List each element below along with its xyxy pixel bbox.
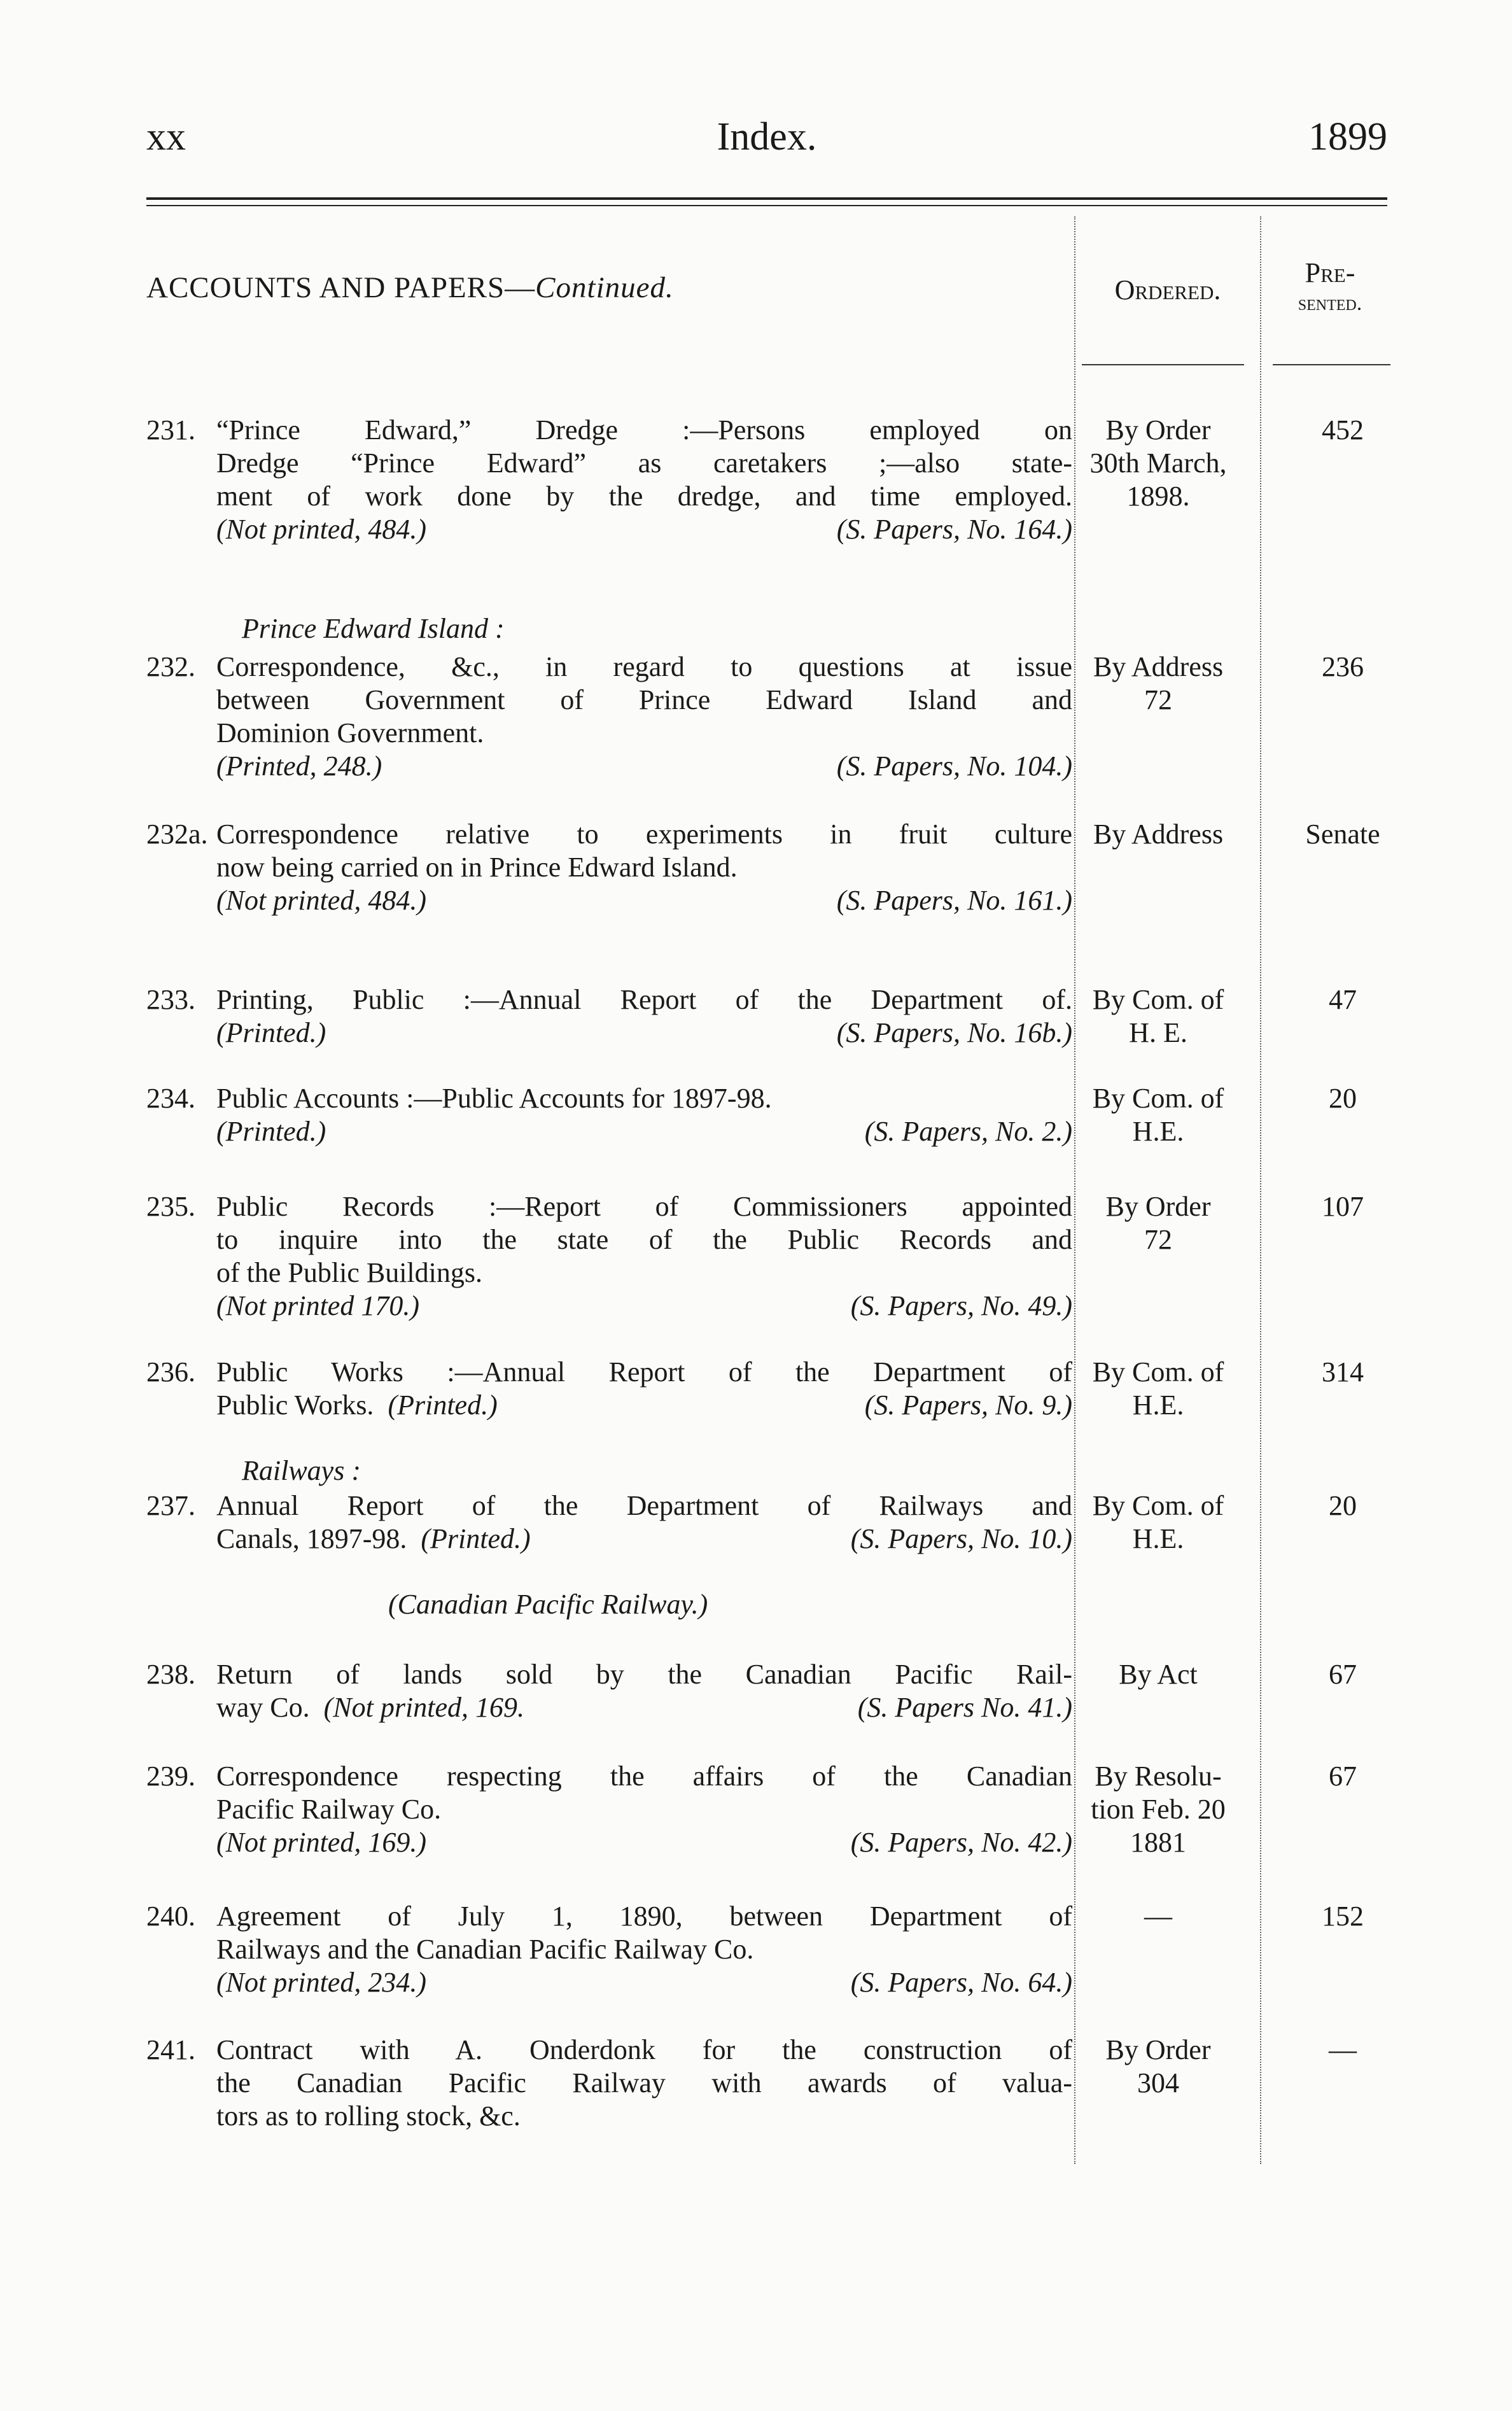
- entry-ordered: [1082, 1489, 1235, 1556]
- entry-ordered-line: By Act: [1119, 1659, 1198, 1690]
- header-rule-bottom: [146, 205, 1387, 206]
- heading-railways: Railways :: [242, 1455, 361, 1486]
- entry-line: “Prince Edward,” Dredge :—Persons employed on: [216, 414, 1072, 446]
- column-divider-ordered: [1074, 216, 1075, 2164]
- entry-ordered: [1082, 1760, 1235, 1859]
- entry-sessional-paper: (S. Papers, No. 104.): [836, 750, 1072, 782]
- section-title-main: ACCOUNTS AND PAPERS—: [146, 271, 536, 304]
- entry-tail: [216, 1691, 524, 1724]
- entry-presented: 47: [1329, 984, 1357, 1015]
- entry-line: tors as to rolling stock, &c.: [216, 2100, 521, 2132]
- entry-line: now being carried on in Prince Edward Island.: [216, 852, 738, 883]
- entry-ordered: [1082, 1658, 1235, 1691]
- entry-presented: 107: [1322, 1191, 1364, 1222]
- heading-canadian-pacific-railway: (Canadian Pacific Railway.): [388, 1589, 708, 1620]
- entry-ordered-line: 72: [1144, 684, 1172, 715]
- entry-line: Contract with A. Onderdonk for the construction of: [216, 2034, 1072, 2065]
- entry-ordered-line: By Com. of: [1092, 1490, 1224, 1521]
- entry-description: [146, 1760, 1072, 1859]
- entry-sessional-paper: (S. Papers, No. 9.): [864, 1389, 1072, 1421]
- entry-line: Dominion Government.: [216, 717, 484, 749]
- entry-presented: 20: [1329, 1490, 1357, 1521]
- entry-ordered: [1082, 1082, 1235, 1148]
- entry-line: Railways and the Canadian Pacific Railway Co.: [216, 1934, 754, 1965]
- column-header-presented-line2: sented.: [1298, 292, 1362, 315]
- entry-printed: (Not printed 170.): [216, 1290, 419, 1321]
- entry-printed: (Not printed, 169.): [216, 1827, 426, 1858]
- entry-description: [146, 818, 1072, 917]
- entry-description: [146, 1489, 1072, 1556]
- entry-printed: (Printed.): [216, 1017, 326, 1048]
- entry-printed: (Not printed, 484.): [216, 885, 426, 916]
- entry-line: Public Records :—Report of Commissioners appointed: [216, 1191, 1072, 1222]
- entry-line: to inquire into the state of the Public Records and: [216, 1224, 1072, 1255]
- entry-sessional-paper: (S. Papers, No. 2.): [864, 1116, 1072, 1147]
- entry-presented: 452: [1322, 414, 1364, 446]
- entry-printed: (Printed.): [388, 1389, 498, 1421]
- entry-ordered-line: H. E.: [1129, 1017, 1187, 1048]
- entry-ordered-line: By Com. of: [1092, 1083, 1224, 1114]
- entry-ordered-line: —: [1144, 1901, 1172, 1932]
- entry-tail: [216, 1522, 531, 1556]
- column-header-rule-ordered: [1082, 364, 1244, 365]
- section-title: [146, 271, 674, 305]
- entry-tail-text: way Co.: [216, 1692, 310, 1723]
- entry-ordered-line: 304: [1137, 2067, 1179, 2098]
- entry-description: [146, 983, 1072, 1050]
- entry-line: Correspondence relative to experiments in fruit culture: [216, 819, 1072, 850]
- entry-description: [146, 650, 1072, 783]
- entry-line: Return of lands sold by the Canadian Pacific Rail-: [216, 1659, 1072, 1690]
- entry-line: Annual Report of the Department of Railways and: [216, 1490, 1072, 1521]
- entry-ordered-line: By Order: [1105, 2034, 1211, 2065]
- entry-number: 231.: [146, 414, 195, 446]
- header-rule-top: [146, 197, 1387, 200]
- entry-description: [146, 1356, 1072, 1422]
- entry-ordered-line: H.E.: [1132, 1389, 1184, 1421]
- entry-number: 241.: [146, 2034, 195, 2065]
- entry-number: 238.: [146, 1659, 195, 1690]
- entry-ordered-line: By Order: [1105, 414, 1211, 446]
- entry-number: 232.: [146, 651, 195, 682]
- entry-line: between Government of Prince Edward Island and: [216, 684, 1072, 715]
- entry-description: [146, 1658, 1072, 1724]
- page-year: 1899: [1308, 115, 1387, 158]
- entry-ordered: [1082, 1190, 1235, 1256]
- entry-ordered: [1082, 414, 1235, 513]
- entry-ordered-line: 1881: [1130, 1827, 1186, 1858]
- entry-line: of the Public Buildings.: [216, 1257, 482, 1288]
- entry-ordered-line: tion Feb. 20: [1091, 1794, 1226, 1825]
- entry-ordered: [1082, 818, 1235, 851]
- entry-line: Agreement of July 1, 1890, between Department of: [216, 1901, 1072, 1932]
- entry-line: Correspondence, &c., in regard to questions at issue: [216, 651, 1072, 682]
- entry-number: 233.: [146, 984, 195, 1015]
- entry-ordered-line: By Address: [1093, 651, 1224, 682]
- entry-ordered-line: 1898.: [1126, 481, 1190, 512]
- heading-prince-edward-island: Prince Edward Island :: [242, 613, 505, 644]
- entry-number: 237.: [146, 1490, 195, 1521]
- entry-description: [146, 1190, 1072, 1323]
- entry-printed: (Not printed, 169.: [323, 1692, 524, 1723]
- entry-ordered: [1082, 1900, 1235, 1933]
- column-header-rule-presented: [1273, 364, 1390, 365]
- page-header: [146, 115, 1387, 172]
- entry-sessional-paper: (S. Papers, No. 164.): [836, 514, 1072, 545]
- entry-line: Dredge “Prince Edward” as caretakers ;—also state-: [216, 447, 1072, 479]
- entry-line: Public Accounts :—Public Accounts for 1897-98.: [216, 1083, 772, 1114]
- entry-number: 232a.: [146, 819, 208, 850]
- entry-ordered-line: By Address: [1093, 819, 1224, 850]
- entry-presented: —: [1329, 2034, 1357, 2065]
- entry-ordered-line: H.E.: [1132, 1523, 1184, 1554]
- column-header-presented: [1266, 258, 1394, 319]
- entry-number: 239.: [146, 1761, 195, 1792]
- entry-ordered: [1082, 650, 1235, 717]
- column-header-presented-line1: Pre-: [1305, 257, 1355, 288]
- entry-printed: (Printed.): [216, 1116, 326, 1147]
- entry-sessional-paper: (S. Papers, No. 49.): [850, 1290, 1072, 1321]
- entry-sessional-paper: (S. Papers, No. 16b.): [836, 1017, 1072, 1048]
- entry-line: Correspondence respecting the affairs of the Canadian: [216, 1761, 1072, 1792]
- entry-sessional-paper: (S. Papers No. 41.): [857, 1692, 1072, 1723]
- entry-sessional-paper: (S. Papers, No. 161.): [836, 885, 1072, 916]
- entry-presented: 67: [1329, 1761, 1357, 1792]
- entry-line: the Canadian Pacific Railway with awards of valua-: [216, 2067, 1072, 2098]
- page-title: Index.: [717, 115, 817, 158]
- entry-printed: (Not printed, 234.): [216, 1967, 426, 1998]
- entry-presented: 152: [1322, 1901, 1364, 1932]
- entry-ordered-line: By Order: [1105, 1191, 1211, 1222]
- entry-description: [146, 1900, 1072, 1999]
- entry-number: 236.: [146, 1356, 195, 1388]
- entry-line: Public Works :—Annual Report of the Department of: [216, 1356, 1072, 1388]
- entry-sessional-paper: (S. Papers, No. 10.): [850, 1523, 1072, 1554]
- entry-description: [146, 1082, 1072, 1148]
- entry-presented: 314: [1322, 1356, 1364, 1388]
- entry-ordered-line: 30th March,: [1089, 447, 1227, 479]
- column-divider-presented: [1260, 216, 1261, 2164]
- entry-tail-text: Public Works.: [216, 1389, 374, 1421]
- entry-ordered-line: H.E.: [1132, 1116, 1184, 1147]
- entry-ordered: [1082, 2034, 1235, 2100]
- entry-line: ment of work done by the dredge, and time employed.: [216, 481, 1072, 512]
- entry-ordered-line: By Resolu-: [1095, 1761, 1222, 1792]
- column-header-ordered: Ordered.: [1114, 274, 1221, 306]
- entry-ordered-line: By Com. of: [1092, 984, 1224, 1015]
- entry-line: Pacific Railway Co.: [216, 1794, 442, 1825]
- section-title-continued: Continued.: [535, 271, 674, 304]
- entry-ordered: [1082, 1356, 1235, 1422]
- entry-number: 240.: [146, 1901, 195, 1932]
- entry-sessional-paper: (S. Papers, No. 42.): [850, 1827, 1072, 1858]
- entry-presented: 20: [1329, 1083, 1357, 1114]
- entry-presented: 67: [1329, 1659, 1357, 1690]
- entry-sessional-paper: (S. Papers, No. 64.): [850, 1967, 1072, 1998]
- entry-ordered-line: By Com. of: [1092, 1356, 1224, 1388]
- entry-printed: (Printed.): [421, 1523, 531, 1554]
- entry-number: 235.: [146, 1191, 195, 1222]
- page-number: xx: [146, 115, 186, 158]
- entry-presented: Senate: [1305, 819, 1380, 850]
- entry-number: 234.: [146, 1083, 195, 1114]
- entry-ordered-line: 72: [1144, 1224, 1172, 1255]
- entry-tail-text: Canals, 1897-98.: [216, 1523, 407, 1554]
- entry-line: Printing, Public :—Annual Report of the Department of.: [216, 984, 1072, 1015]
- entry-printed: (Printed, 248.): [216, 750, 382, 782]
- entry-presented: 236: [1322, 651, 1364, 682]
- entry-description: [146, 2034, 1072, 2133]
- entry-description: [146, 414, 1072, 546]
- entry-ordered: [1082, 983, 1235, 1050]
- entry-printed: (Not printed, 484.): [216, 514, 426, 545]
- entry-tail: [216, 1389, 498, 1422]
